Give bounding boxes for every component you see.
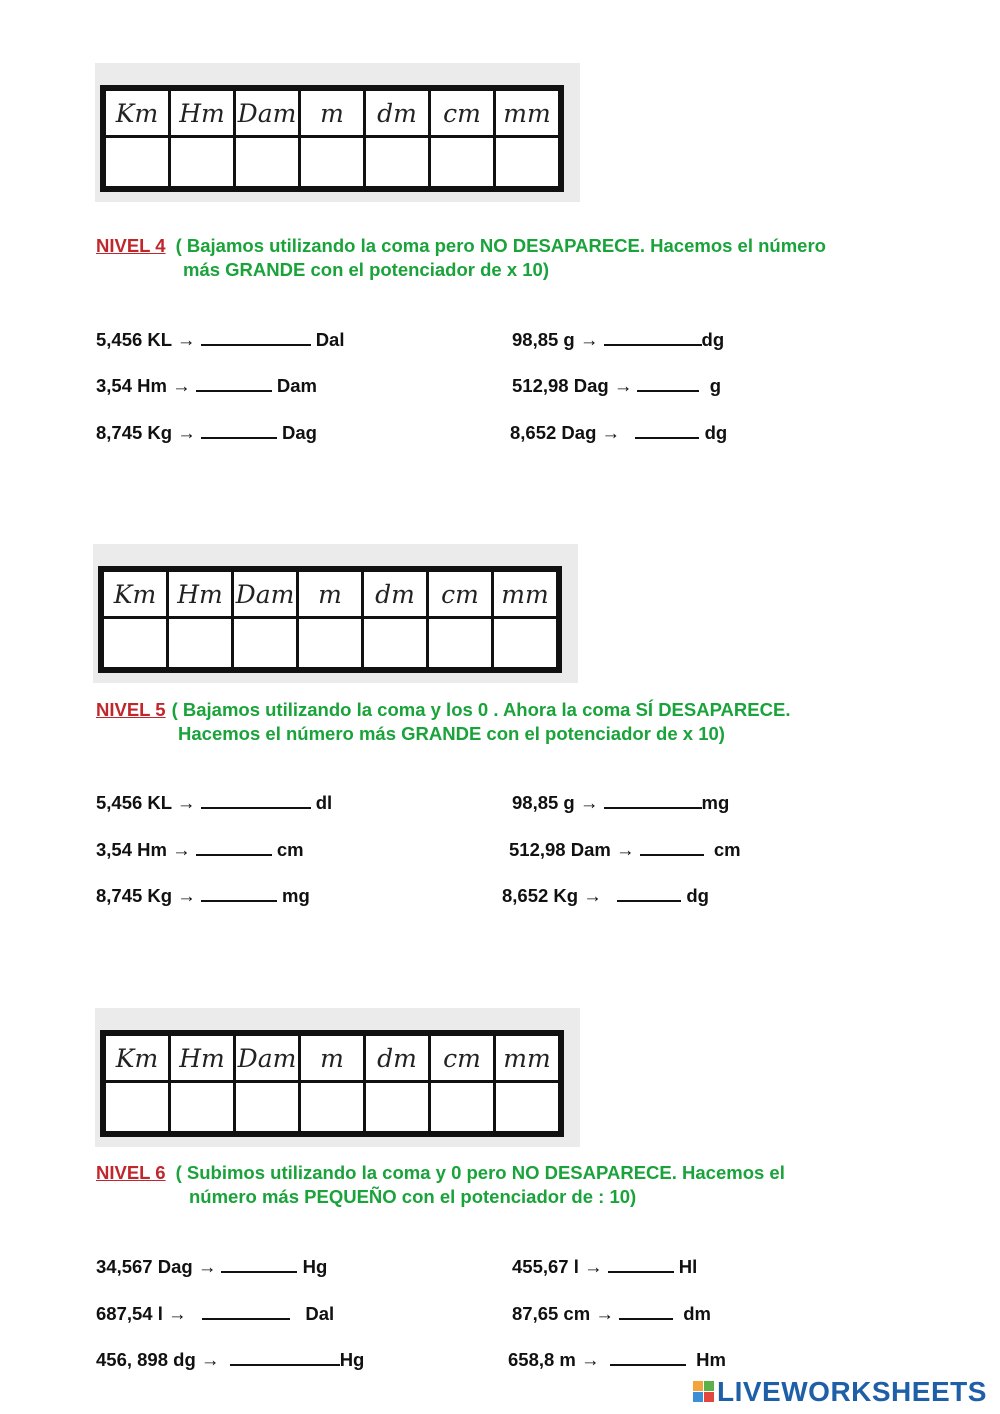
empty-cell [493, 618, 560, 671]
unit-cell-hm: Hm [170, 1033, 235, 1082]
exercise-item: 512,98 Dam → cm [509, 839, 741, 860]
empty-cell [235, 137, 300, 190]
unit-cell-dam: Dam [233, 569, 298, 618]
exercise-item: 455,67 l → Hl [512, 1256, 698, 1277]
empty-cell [365, 137, 430, 190]
empty-cell [103, 1082, 170, 1135]
unit-cell-cm: cm [430, 88, 495, 137]
exercise-item: 3,54 Hm → Dam [96, 375, 317, 396]
nivel-5-heading [96, 698, 790, 746]
answer-blank[interactable] [201, 884, 277, 902]
unit-cell-dam: Dam [235, 1033, 300, 1082]
empty-cell [103, 137, 170, 190]
exercise-item: 98,85 g → dg [512, 329, 725, 350]
exercise-item: 87,65 cm → dm [512, 1303, 711, 1324]
nivel-6-heading [96, 1161, 785, 1209]
exercise-item: 512,98 Dag → g [512, 375, 722, 396]
empty-cell [170, 1082, 235, 1135]
answer-blank[interactable] [617, 884, 681, 902]
nivel-6-desc-line2: número más PEQUEÑO con el potenciador de : 10) [189, 1186, 637, 1207]
nivel-4-heading [96, 234, 826, 282]
empty-cell [363, 618, 428, 671]
answer-blank[interactable] [604, 791, 702, 809]
nivel-5-label: NIVEL 5 [96, 699, 166, 720]
unit-cell-hm: Hm [170, 88, 235, 137]
empty-cell [300, 1082, 365, 1135]
unit-cell-mm: mm [495, 1033, 562, 1082]
unit-cell-km: Km [101, 569, 168, 618]
exercise-item: 98,85 g → mg [512, 792, 730, 813]
unit-cell-dm: dm [365, 1033, 430, 1082]
unit-cell-cm: cm [428, 569, 493, 618]
nivel-6-label: NIVEL 6 [96, 1162, 166, 1183]
exercise-item: 8,652 Dag → dg [510, 422, 728, 443]
liveworksheets-wordmark: LIVEWORKSHEETS [717, 1376, 987, 1407]
unit-cell-dm: dm [363, 569, 428, 618]
unit-table-2 [98, 566, 562, 673]
empty-cell [300, 137, 365, 190]
answer-blank[interactable] [604, 328, 702, 346]
unit-cell-m: m [300, 1033, 365, 1082]
unit-cell-mm: mm [495, 88, 562, 137]
answer-blank[interactable] [201, 791, 311, 809]
answer-blank[interactable] [196, 374, 272, 392]
unit-cell-mm: mm [493, 569, 560, 618]
unit-table-1 [100, 85, 564, 192]
empty-cell [365, 1082, 430, 1135]
empty-cell [168, 618, 233, 671]
liveworksheets-mark-icon [693, 1381, 715, 1403]
unit-cell-dm: dm [365, 88, 430, 137]
answer-blank[interactable] [610, 1348, 686, 1366]
answer-blank[interactable] [230, 1348, 340, 1366]
answer-blank[interactable] [619, 1302, 673, 1320]
nivel-5-desc-line2: Hacemos el número más GRANDE con el potenciador de x 10) [178, 723, 725, 744]
exercise-item: 34,567 Dag → Hg [96, 1256, 328, 1277]
answer-blank[interactable] [196, 838, 272, 856]
answer-blank[interactable] [637, 374, 699, 392]
unit-cell-km: Km [103, 88, 170, 137]
answer-blank[interactable] [221, 1255, 297, 1273]
nivel-5-desc-line1: ( Bajamos utilizando la coma y los 0 . Ahora la coma SÍ DESAPARECE. [171, 699, 791, 720]
unit-cell-m: m [298, 569, 363, 618]
empty-cell [233, 618, 298, 671]
nivel-6-desc-line1: ( Subimos utilizando la coma y 0 pero NO DESAPARECE. Hacemos el [175, 1162, 785, 1183]
exercise-item: 8,652 Kg → dg [502, 885, 709, 906]
empty-cell [430, 137, 495, 190]
empty-cell [495, 137, 562, 190]
answer-blank[interactable] [640, 838, 704, 856]
liveworksheets-logo [693, 1377, 993, 1407]
empty-cell [495, 1082, 562, 1135]
answer-blank[interactable] [201, 328, 311, 346]
exercise-item: 5,456 KL → Dal [96, 329, 345, 350]
nivel-4-label: NIVEL 4 [96, 235, 166, 256]
exercise-item: 8,745 Kg → mg [96, 885, 310, 906]
unit-cell-hm: Hm [168, 569, 233, 618]
empty-cell [101, 618, 168, 671]
answer-blank[interactable] [635, 421, 699, 439]
exercise-item: 658,8 m → Hm [508, 1349, 726, 1370]
answer-blank[interactable] [201, 421, 277, 439]
empty-cell [170, 137, 235, 190]
unit-table-3 [100, 1030, 564, 1137]
unit-cell-m: m [300, 88, 365, 137]
answer-blank[interactable] [202, 1302, 290, 1320]
unit-cell-cm: cm [430, 1033, 495, 1082]
unit-cell-dam: Dam [235, 88, 300, 137]
exercise-item: 5,456 KL → dl [96, 792, 333, 813]
exercise-item: 456, 898 dg → Hg [96, 1349, 365, 1370]
empty-cell [428, 618, 493, 671]
exercise-item: 3,54 Hm → cm [96, 839, 304, 860]
answer-blank[interactable] [608, 1255, 674, 1273]
nivel-4-desc-line1: ( Bajamos utilizando la coma pero NO DESAPARECE. Hacemos el número [175, 235, 826, 256]
exercise-item: 687,54 l → Dal [96, 1303, 335, 1324]
nivel-4-desc-line2: más GRANDE con el potenciador de x 10) [183, 259, 549, 280]
exercise-item: 8,745 Kg → Dag [96, 422, 317, 443]
empty-cell [430, 1082, 495, 1135]
empty-cell [298, 618, 363, 671]
unit-cell-km: Km [103, 1033, 170, 1082]
empty-cell [235, 1082, 300, 1135]
